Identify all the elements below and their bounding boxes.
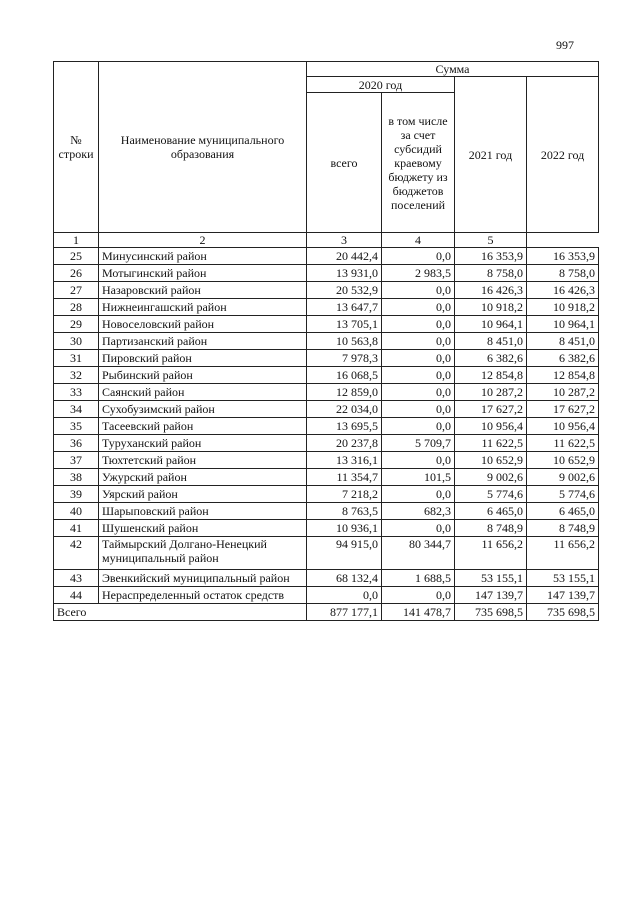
value-2021: 17 627,2 [455, 401, 527, 418]
value-subsidies-2020: 5 709,7 [382, 435, 455, 452]
row-number: 32 [54, 367, 99, 384]
table-row [54, 384, 599, 401]
row-number: 44 [54, 587, 99, 604]
row-number: 37 [54, 452, 99, 469]
header-index-3: 3 [307, 233, 382, 248]
value-2022: 8 748,9 [527, 520, 599, 537]
table-header [54, 62, 599, 248]
value-2021: 8 451,0 [455, 333, 527, 350]
header-municipality-name: Наименование муниципального образования [99, 62, 307, 233]
row-number: 29 [54, 316, 99, 333]
table-row [54, 350, 599, 367]
value-2021: 6 382,6 [455, 350, 527, 367]
table-body [54, 248, 599, 621]
header-index-5: 5 [455, 233, 527, 248]
table-row [54, 570, 599, 587]
value-total-2020: 10 936,1 [307, 520, 382, 537]
value-subsidies-2020: 0,0 [382, 367, 455, 384]
value-2022: 11 656,2 [527, 537, 599, 570]
row-number: 26 [54, 265, 99, 282]
table-row [54, 265, 599, 282]
value-2021: 11 656,2 [455, 537, 527, 570]
value-2021: 8 758,0 [455, 265, 527, 282]
municipality-name: Нераспределенный остаток средств [99, 587, 307, 604]
value-2021: 12 854,8 [455, 367, 527, 384]
value-subsidies-2020: 0,0 [382, 401, 455, 418]
value-2022: 9 002,6 [527, 469, 599, 486]
table-row [54, 486, 599, 503]
totals-subsidies-2020: 141 478,7 [382, 604, 455, 621]
municipality-name: Рыбинский район [99, 367, 307, 384]
value-2022: 10 956,4 [527, 418, 599, 435]
value-2022: 8 758,0 [527, 265, 599, 282]
value-2022: 10 918,2 [527, 299, 599, 316]
row-number: 33 [54, 384, 99, 401]
value-total-2020: 13 316,1 [307, 452, 382, 469]
value-2021: 53 155,1 [455, 570, 527, 587]
municipality-name: Сухобузимский район [99, 401, 307, 418]
value-2022: 17 627,2 [527, 401, 599, 418]
totals-row [54, 604, 599, 621]
municipality-name: Уярский район [99, 486, 307, 503]
table-row [54, 587, 599, 604]
value-2022: 5 774,6 [527, 486, 599, 503]
value-2021: 10 956,4 [455, 418, 527, 435]
value-total-2020: 94 915,0 [307, 537, 382, 570]
budget-table [53, 61, 599, 621]
value-total-2020: 16 068,5 [307, 367, 382, 384]
value-total-2020: 12 859,0 [307, 384, 382, 401]
row-number: 27 [54, 282, 99, 299]
page-number: 997 [556, 38, 574, 52]
row-number: 41 [54, 520, 99, 537]
municipality-name: Минусинский район [99, 248, 307, 265]
value-subsidies-2020: 0,0 [382, 333, 455, 350]
value-total-2020: 0,0 [307, 587, 382, 604]
value-total-2020: 20 237,8 [307, 435, 382, 452]
table-row [54, 282, 599, 299]
municipality-name: Мотыгинский район [99, 265, 307, 282]
municipality-name: Шарыповский район [99, 503, 307, 520]
value-2022: 53 155,1 [527, 570, 599, 587]
table-row [54, 316, 599, 333]
municipality-name: Тасеевский район [99, 418, 307, 435]
totals-label: Всего [54, 604, 307, 621]
value-total-2020: 11 354,7 [307, 469, 382, 486]
table-row [54, 367, 599, 384]
municipality-name: Ужурский район [99, 469, 307, 486]
table-row [54, 401, 599, 418]
value-subsidies-2020: 2 983,5 [382, 265, 455, 282]
header-sum: Сумма [307, 62, 599, 77]
value-subsidies-2020: 0,0 [382, 587, 455, 604]
value-2022: 10 287,2 [527, 384, 599, 401]
value-subsidies-2020: 80 344,7 [382, 537, 455, 570]
value-2021: 10 652,9 [455, 452, 527, 469]
value-subsidies-2020: 0,0 [382, 248, 455, 265]
municipality-name: Пировский район [99, 350, 307, 367]
municipality-name: Назаровский район [99, 282, 307, 299]
municipality-name: Шушенский район [99, 520, 307, 537]
header-total: всего [307, 93, 382, 233]
value-total-2020: 13 695,5 [307, 418, 382, 435]
municipality-name: Партизанский район [99, 333, 307, 350]
table-row [54, 248, 599, 265]
header-index-1: 1 [54, 233, 99, 248]
value-2021: 10 918,2 [455, 299, 527, 316]
municipality-name: Таймырский Долгано-Ненецкий муниципальный район [99, 537, 307, 570]
municipality-name: Новоселовский район [99, 316, 307, 333]
row-number: 25 [54, 248, 99, 265]
value-total-2020: 7 978,3 [307, 350, 382, 367]
row-number: 28 [54, 299, 99, 316]
municipality-name: Саянский район [99, 384, 307, 401]
value-subsidies-2020: 0,0 [382, 299, 455, 316]
value-total-2020: 68 132,4 [307, 570, 382, 587]
value-2021: 16 426,3 [455, 282, 527, 299]
row-number: 43 [54, 570, 99, 587]
value-2022: 16 426,3 [527, 282, 599, 299]
row-number: 40 [54, 503, 99, 520]
row-number: 39 [54, 486, 99, 503]
value-subsidies-2020: 0,0 [382, 418, 455, 435]
value-2021: 147 139,7 [455, 587, 527, 604]
value-subsidies-2020: 0,0 [382, 316, 455, 333]
value-2022: 10 652,9 [527, 452, 599, 469]
value-2021: 11 622,5 [455, 435, 527, 452]
row-number: 36 [54, 435, 99, 452]
value-total-2020: 13 647,7 [307, 299, 382, 316]
value-2021: 8 748,9 [455, 520, 527, 537]
value-2022: 10 964,1 [527, 316, 599, 333]
value-2021: 10 287,2 [455, 384, 527, 401]
table-row [54, 537, 599, 570]
value-total-2020: 10 563,8 [307, 333, 382, 350]
table-row [54, 520, 599, 537]
header-row-number: № строки [54, 62, 99, 233]
row-number: 30 [54, 333, 99, 350]
municipality-name: Тюхтетский район [99, 452, 307, 469]
table-row [54, 333, 599, 350]
value-subsidies-2020: 1 688,5 [382, 570, 455, 587]
row-number: 34 [54, 401, 99, 418]
value-total-2020: 20 442,4 [307, 248, 382, 265]
value-2021: 10 964,1 [455, 316, 527, 333]
value-subsidies-2020: 0,0 [382, 282, 455, 299]
municipality-name: Туруханский район [99, 435, 307, 452]
value-subsidies-2020: 682,3 [382, 503, 455, 520]
table-row [54, 435, 599, 452]
value-2022: 11 622,5 [527, 435, 599, 452]
value-2021: 9 002,6 [455, 469, 527, 486]
totals-2021: 735 698,5 [455, 604, 527, 621]
header-subsidies: в том числе за счет субсидий краевому бюджету из бюджетов поселений [382, 93, 455, 233]
value-total-2020: 13 705,1 [307, 316, 382, 333]
header-year-2021: 2021 год [455, 77, 527, 233]
value-2022: 6 382,6 [527, 350, 599, 367]
table-row [54, 452, 599, 469]
value-total-2020: 13 931,0 [307, 265, 382, 282]
value-subsidies-2020: 0,0 [382, 452, 455, 469]
value-subsidies-2020: 101,5 [382, 469, 455, 486]
value-subsidies-2020: 0,0 [382, 384, 455, 401]
value-2022: 147 139,7 [527, 587, 599, 604]
municipality-name: Нижнеингашский район [99, 299, 307, 316]
value-2022: 6 465,0 [527, 503, 599, 520]
value-2022: 16 353,9 [527, 248, 599, 265]
value-subsidies-2020: 0,0 [382, 350, 455, 367]
value-2021: 5 774,6 [455, 486, 527, 503]
value-2022: 12 854,8 [527, 367, 599, 384]
value-2021: 16 353,9 [455, 248, 527, 265]
totals-total-2020: 877 177,1 [307, 604, 382, 621]
table-row [54, 503, 599, 520]
value-2022: 8 451,0 [527, 333, 599, 350]
municipality-name: Эвенкийский муниципальный район [99, 570, 307, 587]
table-row [54, 469, 599, 486]
value-subsidies-2020: 0,0 [382, 520, 455, 537]
row-number: 42 [54, 537, 99, 570]
value-total-2020: 20 532,9 [307, 282, 382, 299]
table-row [54, 299, 599, 316]
header-year-2022: 2022 год [527, 77, 599, 233]
row-number: 38 [54, 469, 99, 486]
header-index-2: 2 [99, 233, 307, 248]
header-index-4: 4 [382, 233, 455, 248]
row-number: 31 [54, 350, 99, 367]
value-2021: 6 465,0 [455, 503, 527, 520]
value-total-2020: 7 218,2 [307, 486, 382, 503]
value-subsidies-2020: 0,0 [382, 486, 455, 503]
table-row [54, 418, 599, 435]
row-number: 35 [54, 418, 99, 435]
value-total-2020: 8 763,5 [307, 503, 382, 520]
value-total-2020: 22 034,0 [307, 401, 382, 418]
totals-2022: 735 698,5 [527, 604, 599, 621]
header-year-2020: 2020 год [307, 77, 455, 93]
